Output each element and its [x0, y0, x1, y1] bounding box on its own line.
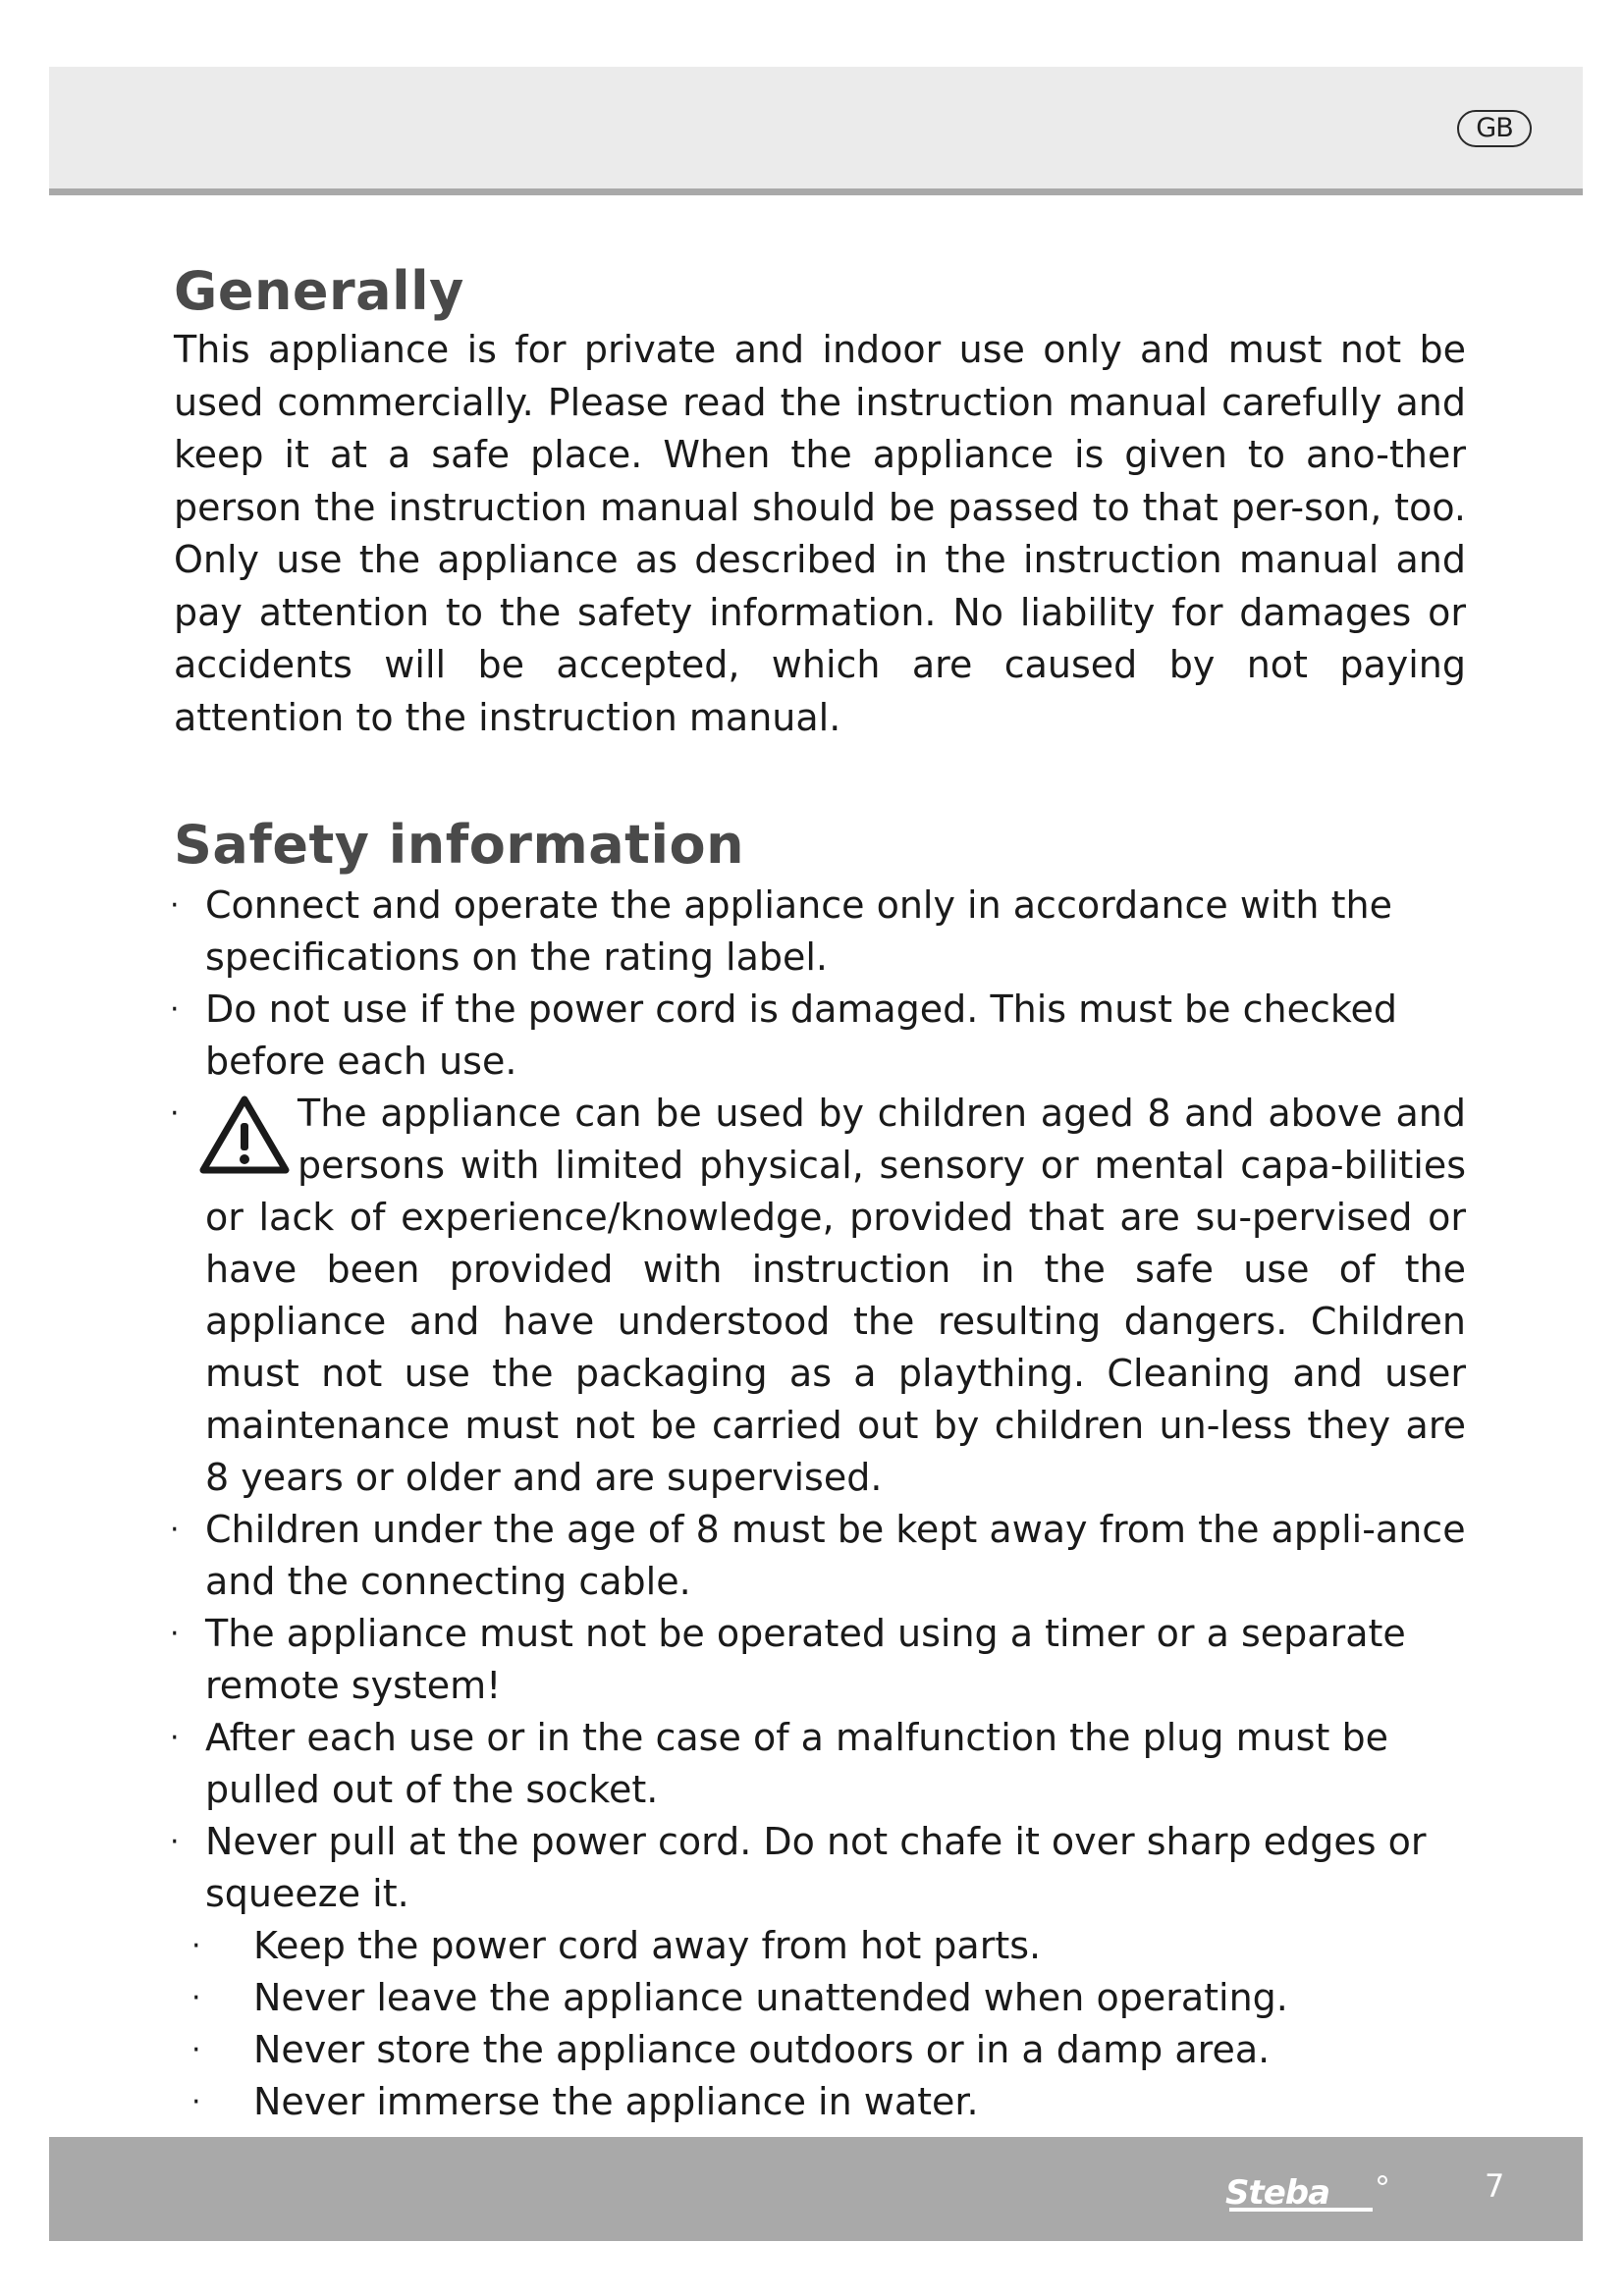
svg-text:Steba: Steba — [1225, 2173, 1330, 2213]
list-item-text: Never leave the appliance unattended when operating. — [253, 1976, 1288, 2019]
list-item-text: After each use or in the case of a malfunction the plug must be pulled out of the socket. — [205, 1716, 1388, 1811]
list-item — [174, 2024, 1466, 2076]
generally-heading: Generally — [174, 260, 464, 322]
bullet-dot: · — [170, 1825, 180, 1859]
list-item — [170, 984, 1466, 1088]
list-item — [170, 880, 1466, 984]
bullet-dot: · — [170, 1721, 180, 1755]
list-item — [174, 2076, 1466, 2128]
list-item-text: Never store the appliance outdoors or in a damp area. — [253, 2028, 1271, 2071]
bullet-dot: · — [191, 1929, 201, 1963]
safety-heading: Safety information — [174, 814, 745, 876]
bullet-dot: · — [170, 1096, 180, 1131]
steba-logo — [1225, 2168, 1441, 2217]
bullet-dot: · — [170, 1617, 180, 1651]
list-item-text: The appliance must not be operated using a timer or a separate remote system! — [205, 1612, 1406, 1707]
list-item-text: Never pull at the power cord. Do not chafe it over sharp edges or squeeze it. — [205, 1820, 1427, 1915]
warning-triangle-icon — [197, 1094, 292, 1178]
list-item-text: The appliance can be used by children aged 8 and above and persons with limited physical, sensory or mental capa-bilities or lack of experience/knowledge, provided that are su-pervised or have been provided with instruction in the safe use of the appliance and have understood the resulting dangers. Children must not use the packaging as a plaything. Cleaning and user maintenance must not be carried out by children un-less they are 8 years or older and are supervised. — [205, 1092, 1466, 1499]
list-item — [174, 1972, 1466, 2024]
safety-list — [170, 880, 1466, 2128]
bullet-dot: · — [170, 888, 180, 923]
page-number: 7 — [1485, 2167, 1505, 2205]
list-item-text: Never immerse the appliance in water. — [253, 2080, 979, 2123]
page-header — [49, 67, 1583, 195]
bullet-dot: · — [191, 2033, 201, 2067]
list-item — [170, 1608, 1466, 1712]
list-item — [170, 1816, 1466, 1920]
page-footer — [49, 2137, 1583, 2241]
page-content — [170, 260, 1466, 2128]
list-item-text: Connect and operate the appliance only in accordance with the specifications on the rating label. — [205, 883, 1392, 979]
list-item-warning — [170, 1088, 1466, 1504]
list-item — [170, 1504, 1466, 1608]
list-item-text: Children under the age of 8 must be kept away from the appli-ance and the connecting cable. — [205, 1508, 1466, 1603]
bullet-dot: · — [170, 992, 180, 1027]
bullet-dot: · — [170, 1513, 180, 1547]
generally-paragraph: This appliance is for private and indoor use only and must not be used commercially. Please read the instruction manual carefully and keep it at a safe place. When the appliance is given to ano-ther person the instruction manual should be passed to that per-son, too. Only use the appliance as described in the instruction manual and pay attention to the safety information. No liability for damages or accidents will be accepted, which are caused by not paying attention to the instruction manual. — [174, 328, 1466, 739]
language-badge: GB — [1457, 110, 1532, 147]
list-item — [174, 1920, 1466, 1972]
list-item — [170, 1712, 1466, 1816]
list-item-text: Keep the power cord away from hot parts. — [253, 1924, 1042, 1967]
list-item-text: Do not use if the power cord is damaged. This must be checked before each use. — [205, 988, 1398, 1083]
bullet-dot: · — [191, 2085, 201, 2119]
bullet-dot: · — [191, 1981, 201, 2015]
